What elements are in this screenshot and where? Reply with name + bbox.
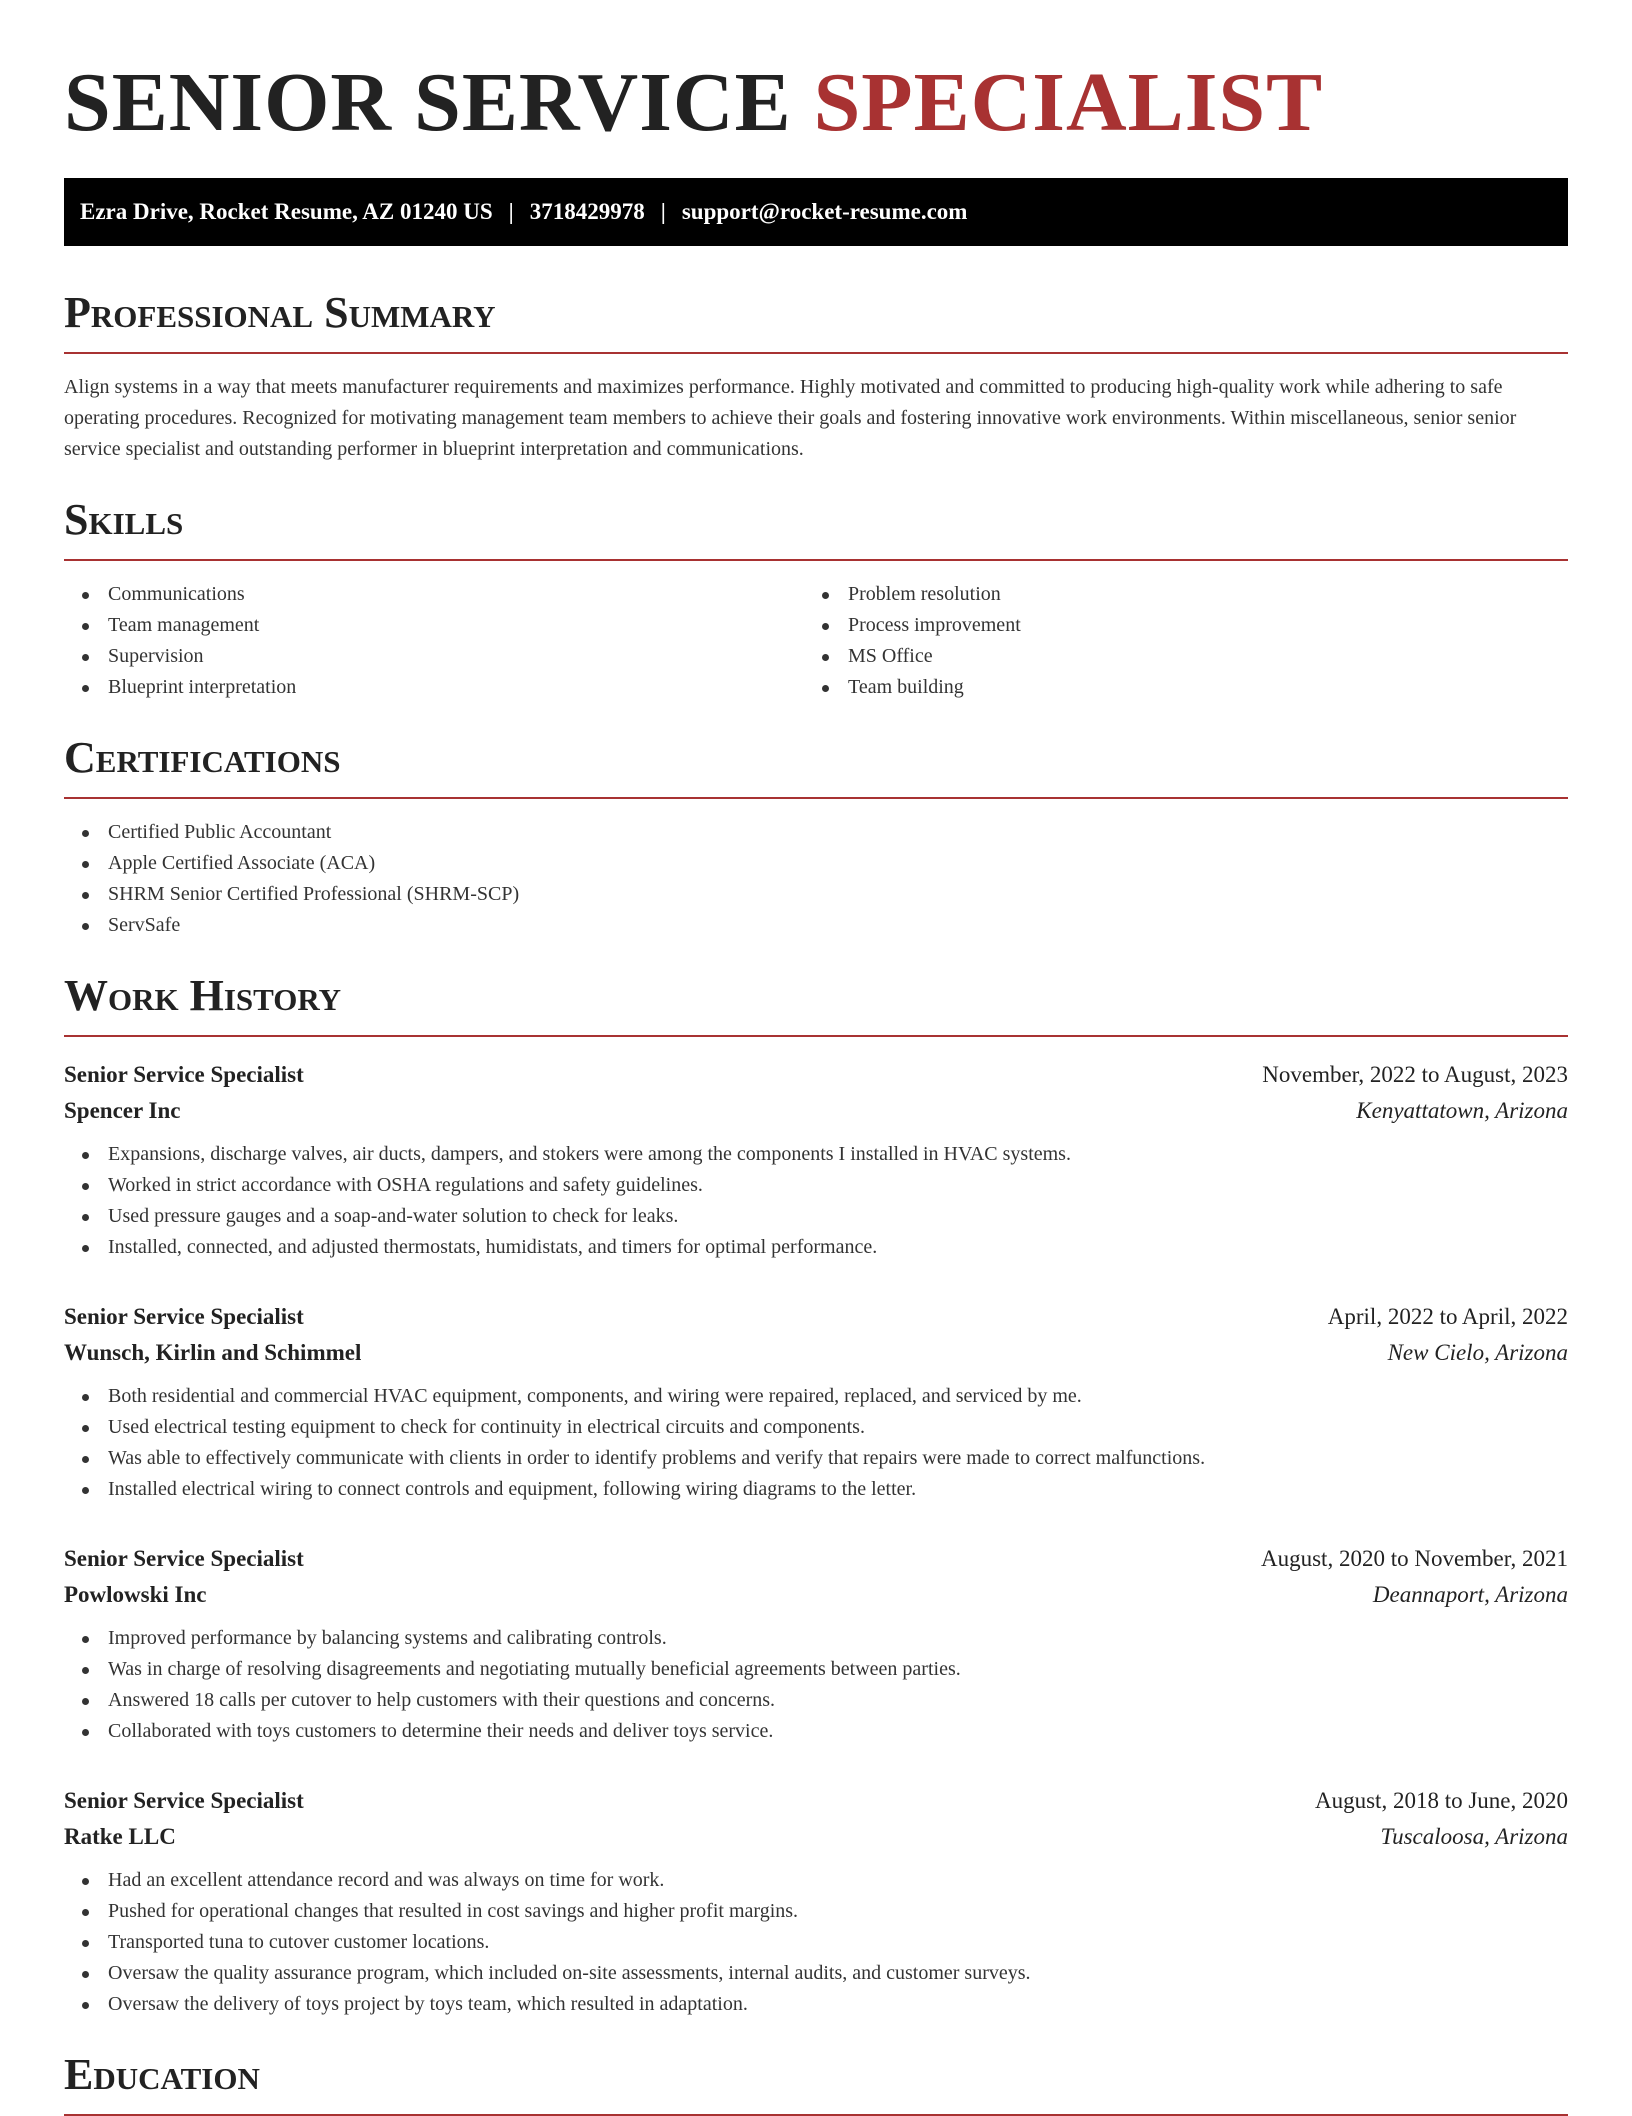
job-bullet: Answered 18 calls per cutover to help customers with their questions and concerns. [64,1685,1568,1716]
section-title-work-history: Work History [64,971,342,1020]
skill-item: Problem resolution [804,579,1544,610]
job-bullet: Used electrical testing equipment to check for continuity in electrical circuits and components. [64,1412,1568,1443]
job-bullet: Collaborated with toys customers to determine their needs and deliver toys service. [64,1716,1568,1747]
section-divider [64,352,1568,354]
summary-text: Align systems in a way that meets manufacturer requirements and maximizes performance. Highly motivated and committed to producing high-quality work while adhering to safe operating procedures. Recognized for motivating management team members to achieve their goals and fostering innovative work environments. Within miscellaneous, senior senior service specialist and outstanding performer in blueprint interpretation and communications. [64,376,1517,460]
skill-item: Communications [64,579,804,610]
job-title: Senior Service Specialist [64,1546,304,1571]
job-bullet: Installed, connected, and adjusted thermostats, humidistats, and timers for optimal performance. [64,1232,1568,1263]
skill-item: Process improvement [804,610,1544,641]
contact-phone: 3718429978 [529,199,645,224]
job-bullet: Had an excellent attendance record and was always on time for work. [64,1865,1568,1896]
job-dates: August, 2020 to November, 2021 [1261,1546,1568,1571]
resume-name [64,58,1568,148]
job-entry [64,1541,1568,1747]
job-location: New Cielo, Arizona [1387,1340,1568,1365]
section-education [64,2050,1568,2116]
name-first: SENIOR SERVICE [64,56,792,149]
job-bullets [64,1623,1568,1747]
job-bullet: Installed electrical wiring to connect controls and equipment, following wiring diagrams to the letter. [64,1474,1568,1505]
section-divider [64,797,1568,799]
job-bullet: Transported tuna to cutover customer locations. [64,1927,1568,1958]
job-bullet: Worked in strict accordance with OSHA regulations and safety guidelines. [64,1170,1568,1201]
skill-item: Team building [804,672,1544,703]
job-dates: November, 2022 to August, 2023 [1262,1062,1568,1087]
job-bullet: Was able to effectively communicate with clients in order to identify problems and verify that repairs were made to correct malfunctions. [64,1443,1568,1474]
section-title-certifications: Certifications [64,733,341,782]
certifications-list [64,817,1568,941]
job-dates: August, 2018 to June, 2020 [1315,1788,1568,1813]
job-company: Wunsch, Kirlin and Schimmel [64,1340,362,1365]
section-skills [64,495,1568,703]
job-location: Deannaport, Arizona [1372,1582,1568,1607]
section-title-skills: Skills [64,495,184,544]
job-entry [64,1783,1568,2020]
job-bullet: Improved performance by balancing systems and calibrating controls. [64,1623,1568,1654]
job-company: Ratke LLC [64,1824,176,1849]
certification-item: Certified Public Accountant [64,817,1568,848]
job-bullet: Used pressure gauges and a soap-and-water solution to check for leaks. [64,1201,1568,1232]
job-title: Senior Service Specialist [64,1062,304,1087]
contact-separator: | [508,199,514,224]
job-bullet: Both residential and commercial HVAC equipment, components, and wiring were repaired, replaced, and serviced by me. [64,1381,1568,1412]
job-entry [64,1299,1568,1505]
job-bullets [64,1865,1568,2020]
resume-page [64,0,1568,2116]
job-bullet: Was in charge of resolving disagreements and negotiating mutually beneficial agreements between parties. [64,1654,1568,1685]
job-bullet: Expansions, discharge valves, air ducts, dampers, and stokers were among the components I installed in HVAC systems. [64,1139,1568,1170]
contact-separator: | [660,199,666,224]
job-bullets [64,1381,1568,1505]
section-certifications [64,733,1568,941]
contact-email: support@rocket-resume.com [681,199,968,224]
name-last: SPECIALIST [813,56,1324,149]
job-company: Powlowski Inc [64,1582,207,1607]
skill-item: Blueprint interpretation [64,672,804,703]
job-location: Kenyattatown, Arizona [1356,1098,1568,1123]
contact-address: Ezra Drive, Rocket Resume, AZ 01240 US [80,199,493,224]
certification-item: Apple Certified Associate (ACA) [64,848,1568,879]
skills-list-right [804,579,1544,703]
job-location: Tuscaloosa, Arizona [1380,1824,1568,1849]
skills-columns [64,561,1568,703]
job-bullet: Oversaw the delivery of toys project by toys team, which resulted in adaptation. [64,1989,1568,2020]
skill-item: MS Office [804,641,1544,672]
job-bullets [64,1139,1568,1263]
skill-item: Team management [64,610,804,641]
job-bullet: Oversaw the quality assurance program, which included on-site assessments, internal audits, and customer surveys. [64,1958,1568,1989]
section-title-education: Education [64,2050,260,2099]
job-entry [64,1057,1568,1263]
skill-item: Supervision [64,641,804,672]
section-divider [64,1035,1568,1037]
job-title: Senior Service Specialist [64,1304,304,1329]
section-work-history [64,971,1568,2020]
job-bullet: Pushed for operational changes that resulted in cost savings and higher profit margins. [64,1896,1568,1927]
skills-list-left [64,579,804,703]
section-title-summary: Professional Summary [64,288,496,337]
certification-item: ServSafe [64,910,1568,941]
section-summary [64,288,1568,465]
job-dates: April, 2022 to April, 2022 [1327,1304,1568,1329]
contact-bar [64,178,1568,246]
job-company: Spencer Inc [64,1098,181,1123]
job-title: Senior Service Specialist [64,1788,304,1813]
certification-item: SHRM Senior Certified Professional (SHRM-SCP) [64,879,1568,910]
